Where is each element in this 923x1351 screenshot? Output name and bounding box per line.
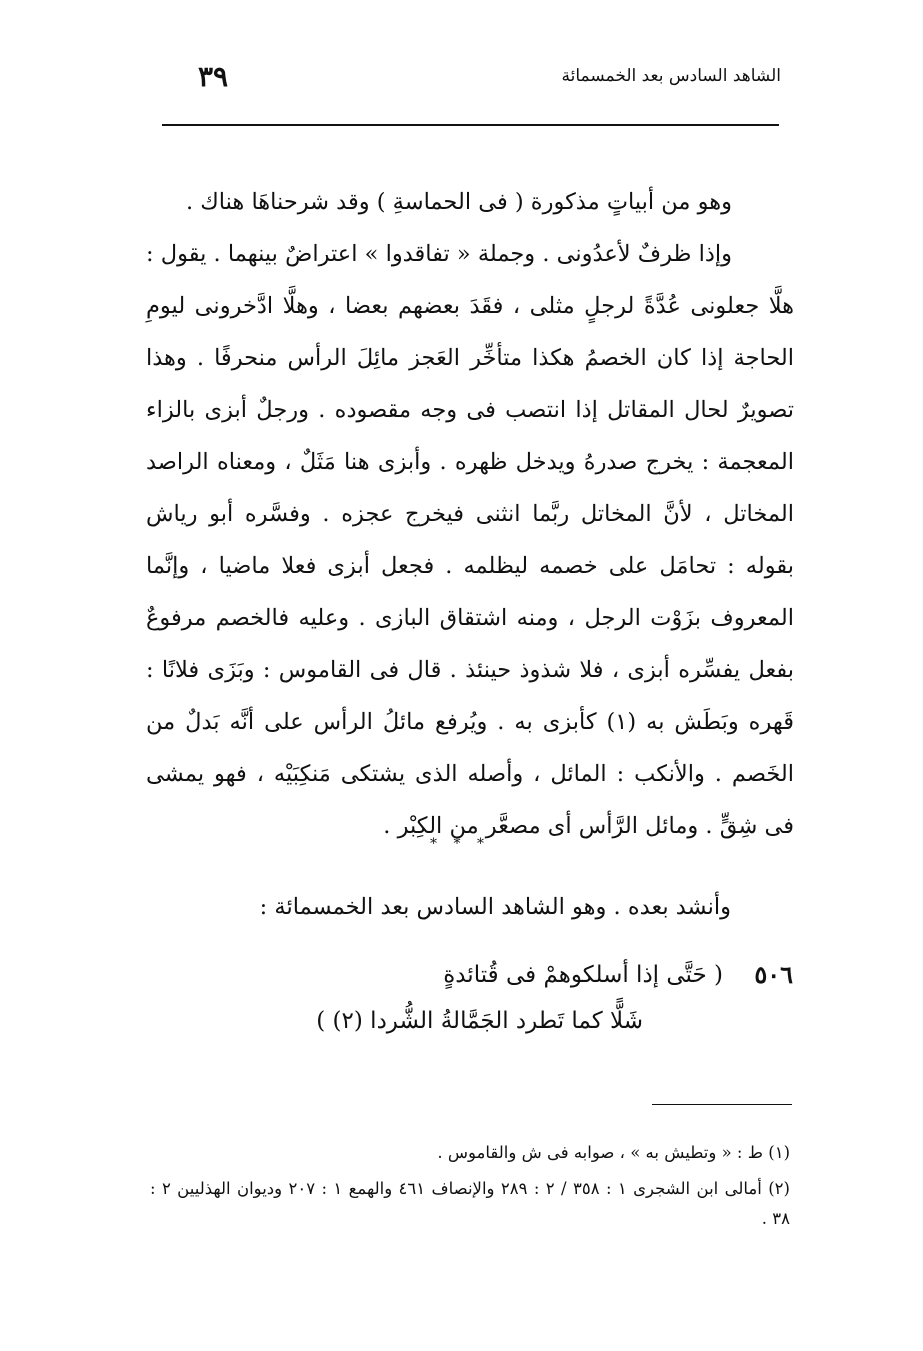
page-number: ٣٩ [198, 60, 229, 93]
section-separator: * * * [430, 836, 490, 852]
body-text [146, 176, 794, 852]
paragraph-2: وإذا ظرفٌ لأعدُونى . وجملة « تفاقدوا » اعتراضٌ بينهما . يقول : هلَّا جعلونى عُدَّةً لرجلٍ مثلى ، فقَدَ بعضهم بعضا ، وهلَّا ادَّخرونى ليومِ الحاجة إذا كان الخصمُ هكذا متأخِّر العَجز مائِلَ الرأس منحرفًا . وهذا تصويرٌ لحال المقاتل إذا انتصب فى وجه مقصوده . ورجلٌ أبزى بالزاء المعجمة : يخرج صدرهُ ويدخل ظهره . وأبزى هنا مَثَلٌ ، ومعناه الراصد المخاتل ، لأنَّ المخاتل ربَّما انثنى فيخرج عجزه . وفسَّره أبو رياش بقوله : تحامَل على خصمه ليظلمه . فجعل أبزى فعلا ماضيا ، وإنَّما المعروف بزَوْت الرجل ، ومنه اشتقاق البازى . وعليه فالخصم مرفوعٌ بفعل يفسِّره أبزى ، فلا شذوذ حينئذ . قال فى القاموس : وبَزَى فلانًا : قَهره وبَطَش به (١) كأبزى به . ويُرفع مائلُ الرأس على أنَّه بَدلٌ من الخَصم . والأنكب : المائل ، وأصله الذى يشتكى مَنكِبَيْه ، فهو يمشى فى شِقٍّ . ومائل الرَّأس أى مصعَّر من الكِبْر . [146, 241, 794, 839]
verse-number: ٥٠٦ [754, 960, 793, 989]
running-title: الشاهد السادس بعد الخمسمائة [561, 66, 781, 86]
header-rule [162, 124, 779, 126]
paragraph-1: وهو من أبياتٍ مذكورة ( فى الحماسةِ ) وقد شرحناهَا هناك . [185, 189, 732, 215]
verse-second-hemistich: شَلًّا كما تَطرد الجَمَّالةُ الشُّردا (٢) ) [316, 1008, 643, 1034]
footnote-rule [652, 1104, 792, 1105]
verse-first-hemistich: ( حَتَّى إذا أسلكوهمْ فى قُتائدةٍ [443, 962, 723, 988]
footnote-2: (٢) أمالى ابن الشجرى ١ : ٣٥٨ / ٢ : ٢٨٩ والإنصاف ٤٦١ والهمع ١ : ٢٠٧ وديوان الهذليين ٢ : ٣٨ . [150, 1179, 790, 1228]
footnote-1: (١) ط : « وتطيش به » ، صوابه فى ش والقاموس . [437, 1143, 790, 1162]
verse-intro: وأنشد بعده . وهو الشاهد السادس بعد الخمسمائة : [259, 894, 731, 920]
footnotes [150, 1138, 790, 1240]
